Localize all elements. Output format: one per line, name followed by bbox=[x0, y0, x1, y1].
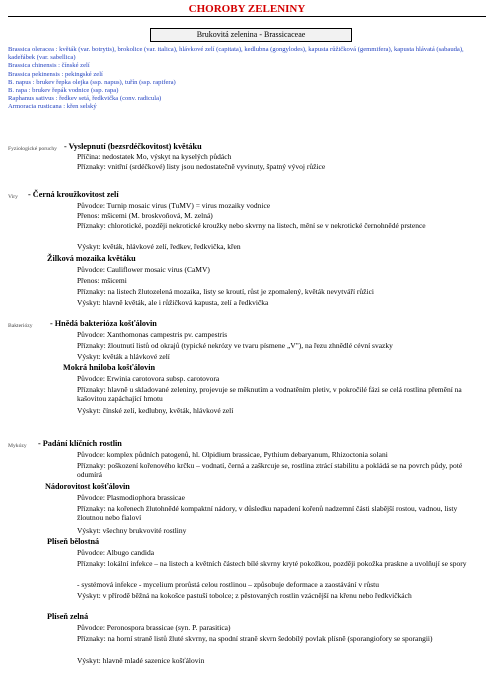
disease-heading: - Černá kroužkovitost zelí bbox=[28, 190, 119, 199]
text-line: Příčina: nedostatek Mo, výskyt na kyselých půdách bbox=[77, 152, 232, 161]
disease-heading: Žilková mozaika květáku bbox=[47, 254, 136, 263]
text-line: Příznaky: vnitřní (srdéčkové) listy jsou nedostatečně vyvinuty, špatný vývoj růžice bbox=[77, 162, 326, 171]
text-line: Výskyt: v přírodě běžná na kokošce pastuší tobolce; z pěstovaných rostlin vzácnější na křenu nebo ředkvičkách bbox=[77, 591, 412, 600]
category-label: Mykózy bbox=[8, 443, 27, 449]
text-line: Původce: Cauliflower mosaic virus (CaMV) bbox=[77, 265, 210, 274]
page-title: CHOROBY ZELENINY bbox=[8, 2, 486, 17]
text-line: Výskyt: čínské zelí, kedlubny, květák, hlávkové zelí bbox=[77, 406, 234, 415]
text-line: Původce: Erwinia carotovora subsp. carotovora bbox=[77, 374, 220, 383]
species-line: Brassica oleracea : květák (var. botrytis), brokolice (var. italica), hlávkové zelí (capitata), kedlubna (gongylodes), kapusta růžičková (gemmifera), kapusta hlávatá (sabauda), kadeřábek (var. sabellica) bbox=[8, 46, 464, 62]
disease-heading: Mokrá hniloba košťálovin bbox=[63, 363, 156, 372]
text-line: Původce: Turnip mosaic virus (TuMV) = virus mozaiky vodnice bbox=[77, 201, 271, 210]
disease-heading: - Hnědá bakterióza košťálovin bbox=[50, 319, 157, 328]
text-line: Výskyt: květák a hlávkové zelí bbox=[77, 352, 170, 361]
disease-heading: Plíseň bělostná bbox=[47, 537, 100, 546]
text-line: Výskyt: všechny brukvovité rostliny bbox=[77, 526, 187, 535]
category-label: Bakteriózy bbox=[8, 323, 33, 329]
text-line: Příznaky: na kořenech žlutohnědé kompaktní nádory, v důsledku napadení kořenů nadzemní části slabější rostou, vadnou, listy žloutnou nebo fialoví bbox=[77, 504, 458, 523]
species-line: Armoracia rusticana : křen selský bbox=[8, 103, 97, 111]
family-subtitle: Brukovitá zelenina - Brassicaceae bbox=[150, 28, 352, 42]
species-line: Raphanus sativus : ředkev setá, ředkvička (conv. radicula) bbox=[8, 95, 162, 103]
text-line: Původce: komplex půdních patogenů, hl. Olpidium brassicae, Pythium debaryanum, Rhizoctonia solani bbox=[77, 450, 388, 459]
disease-name: Padání klíčních rostlin bbox=[42, 439, 122, 448]
text-line: Výskyt: hlavně květák, ale i růžičková kapusta, zelí a ředkvička bbox=[77, 298, 269, 307]
text-line: Příznaky: poškození kořenového krčku – vodnatí, černá a zaškrcuje se, rostlina ztrácí stabilitu a pokládá se na povrch půdy, poté odumírá bbox=[77, 461, 463, 480]
disease-name: Vyslepnutí (bezsrdéčkovitost) květáku bbox=[68, 142, 202, 151]
category-label: Viry bbox=[8, 194, 18, 200]
species-list bbox=[8, 46, 488, 112]
species-line: B. rapa : brukev řepák vodnice (ssp. rapa) bbox=[8, 87, 119, 95]
text-line: Původce: Albugo candida bbox=[77, 548, 155, 557]
species-line: Brassica chinensis : čínské zelí bbox=[8, 62, 90, 70]
text-line: - systémová infekce - mycelium prorůstá celou rostlinou – způsobuje deformace a zaostávání v růstu bbox=[77, 580, 379, 589]
text-line: Příznaky: žloutnutí listů od okrajů (typické nekrózy ve tvaru písmene „V"), na řezu zhnědlé cévní svazky bbox=[77, 341, 393, 350]
text-line: Původce: Peronospora brassicae (syn. P. parasitica) bbox=[77, 623, 231, 632]
species-line: B. napus : brukev řepka olejka (ssp. napus), tuřín (ssp. rapifera) bbox=[8, 78, 176, 86]
category-label: Fyziologické poruchy bbox=[8, 146, 57, 152]
disease-heading: - Padání klíčních rostlin bbox=[38, 439, 122, 448]
text-line: Výskyt: květák, hlávkové zelí, ředkev, ředkvička, křen bbox=[77, 242, 241, 251]
disease-heading: Plíseň zelná bbox=[47, 612, 89, 621]
text-line: Výskyt: hlavně mladé sazenice košťálovin bbox=[77, 656, 205, 665]
text-line: Přenos: mšicemi (M. broskvoňová, M. zelná) bbox=[77, 211, 213, 220]
text-line: Příznaky: lokální infekce – na listech a květních částech bílé skvrny kryté pokožkou, později pokožka praskne a uvolňují se spory bbox=[77, 559, 467, 568]
disease-heading: - Vyslepnutí (bezsrdéčkovitost) květáku bbox=[64, 142, 202, 151]
text-line: Příznaky: na horní straně listů žluté skvrny, na spodní straně skvrn šedobílý povlak plísně (sporangiofory se sporangii) bbox=[77, 634, 433, 643]
text-line: Původce: Plasmodiophora brassicae bbox=[77, 493, 185, 502]
text-line: Původce: Xanthomonas campestris pv. campestris bbox=[77, 330, 228, 339]
text-line: Příznaky: na listech žlutozelená mozaika, listy se kroutí, růst je zpomalený, květák nevytváří růžici bbox=[77, 287, 374, 296]
text-line: Příznaky: chlorotické, později nekrotické kroužky nebo skvrny na listech, mění se v nekrotické černohnědé prstence bbox=[77, 221, 426, 230]
disease-name: Černá kroužkovitost zelí bbox=[32, 190, 119, 199]
disease-heading: Nádorovitost košťálovin bbox=[45, 482, 130, 491]
species-line: Brassica pekinensis : pekingské zelí bbox=[8, 70, 103, 78]
disease-name: Hnědá bakterióza košťálovin bbox=[54, 319, 157, 328]
text-line: Příznaky: hlavně u skladované zeleniny, projevuje se měknutím a vodnatěním pletiv, v pokročilé fázi se celá rostlina přemění na kašovitou zapáchající hmotu bbox=[77, 385, 462, 404]
text-line: Přenos: mšicemi bbox=[77, 276, 127, 285]
